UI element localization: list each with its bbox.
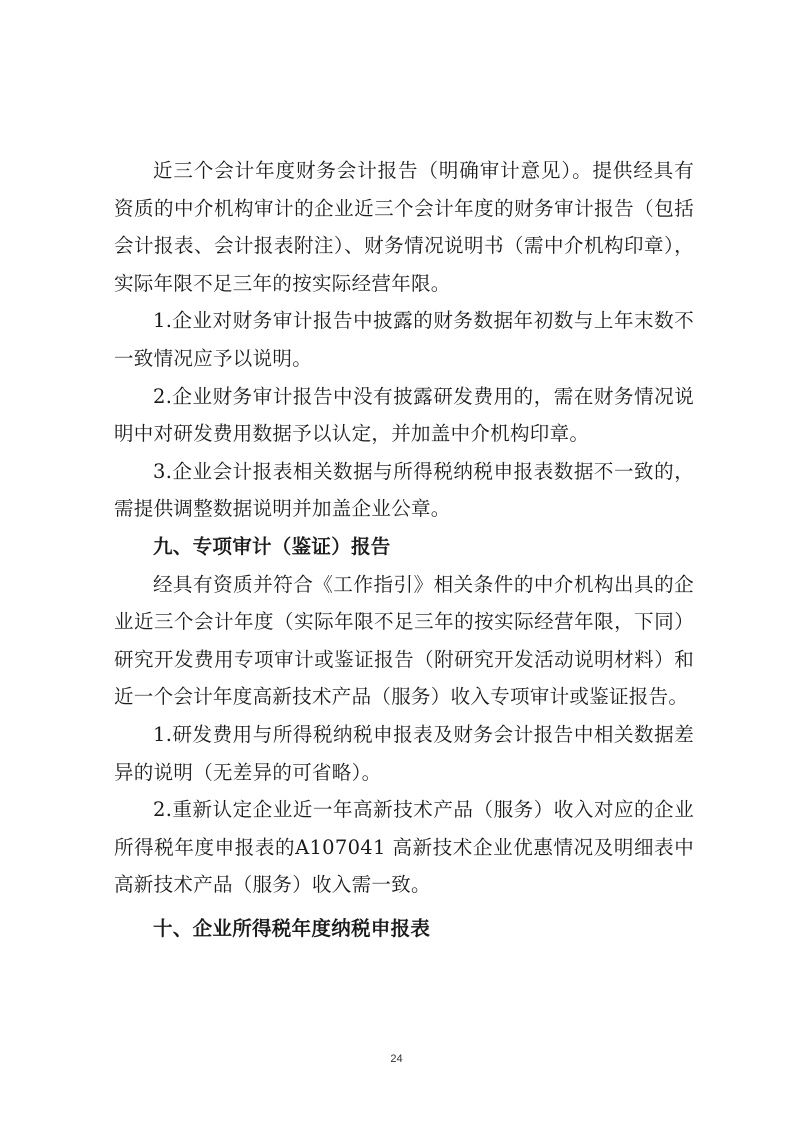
section-heading-tax-return: 十、企业所得税年度纳税申报表 xyxy=(153,916,431,940)
section-heading-special-audit: 九、专项审计（鉴证）报告 xyxy=(153,534,391,558)
page-number: 24 xyxy=(390,1053,403,1065)
paragraph-special-audit: 经具有资质并符合《工作指引》相关条件的中介机构出具的企业近三个会计年度（实际年限不足三年的按实际经营年限，下同）研究开发费用专项审计或鉴证报告（附研究开发活动说明材料）和近一个会计年度高新技术产品（服务）收入专项审计或鉴证报告。 xyxy=(114,572,694,709)
paragraph-item-1: 1.企业对财务审计报告中披露的财务数据年初数与上年末数不一致情况应予以说明。 xyxy=(114,309,694,370)
paragraph-special-item-2: 2.重新认定企业近一年高新技术产品（服务）收入对应的企业所得税年度申报表的A107041 高新技术企业优惠情况及明细表中高新技术产品（服务）收入需一致。 xyxy=(114,798,694,897)
paragraph-special-item-1: 1.研发费用与所得税纳税申报表及财务会计报告中相关数据差异的说明（无差异的可省略）。 xyxy=(114,722,694,784)
paragraph-financial-report: 近三个会计年度财务会计报告（明确审计意见）。提供经具有资质的中介机构审计的企业近三个会计年度的财务审计报告（包括会计报表、会计报表附注）、财务情况说明书（需中介机构印章），实际年限不足三年的按实际经营年限。 xyxy=(114,159,694,295)
document-body xyxy=(114,152,694,947)
paragraph-item-3: 3.企业会计报表相关数据与所得税纳税申报表数据不一致的，需提供调整数据说明并加盖企业公章。 xyxy=(114,459,694,521)
paragraph-item-2: 2.企业财务审计报告中没有披露研发费用的，需在财务情况说明中对研发费用数据予以认定，并加盖中介机构印章。 xyxy=(114,384,694,446)
